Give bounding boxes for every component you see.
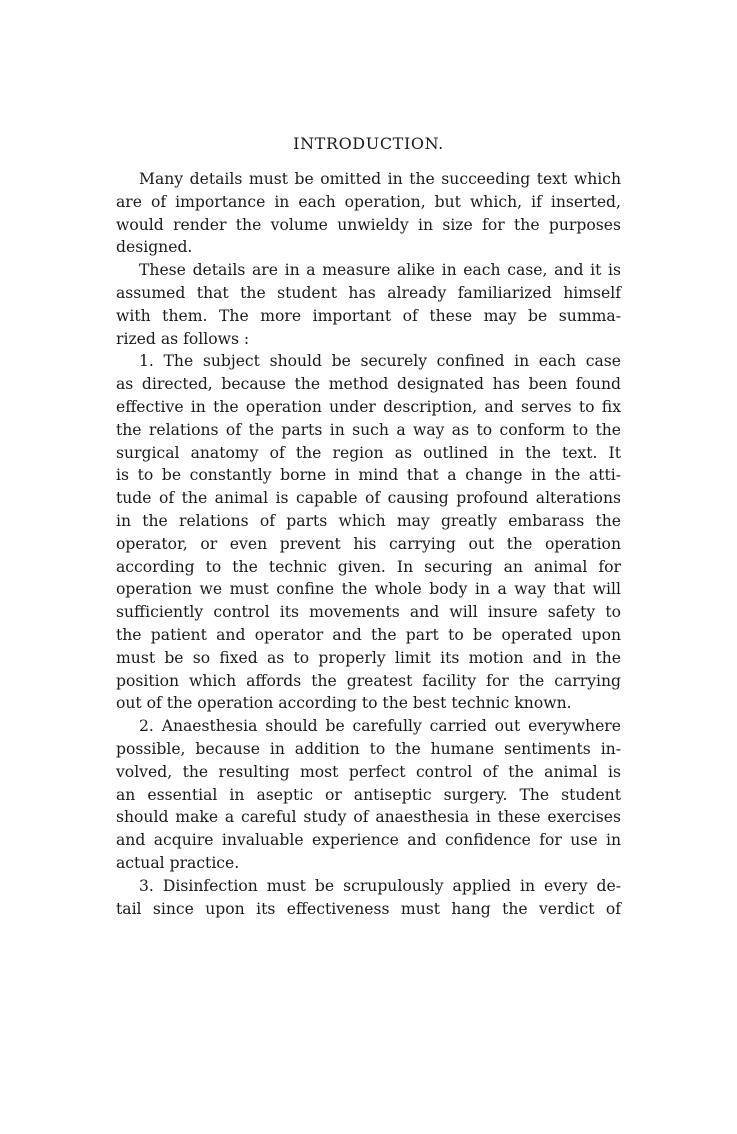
text-line: with them. The more important of these may be summa-	[116, 306, 621, 325]
page-title: INTRODUCTION.	[293, 134, 444, 153]
text-line: tude of the animal is capable of causing profound alterations	[116, 489, 621, 508]
text-line: an essential in aseptic or antiseptic surgery. The student	[116, 785, 621, 804]
text-line: These details are in a measure alike in each case, and it is	[139, 261, 621, 280]
text-line: the patient and operator and the part to be operated upon	[116, 625, 621, 644]
text-line: designed.	[116, 238, 193, 257]
text-line: 1. The subject should be securely confined in each case	[139, 352, 621, 371]
text-line: is to be constantly borne in mind that a change in the atti-	[116, 466, 621, 485]
text-line: and acquire invaluable experience and confidence for use in	[116, 831, 621, 850]
text-line: effective in the operation under description, and serves to fix	[116, 397, 621, 416]
text-line: must be so fixed as to properly limit its motion and in the	[116, 648, 621, 667]
body-text	[116, 168, 621, 920]
text-line: actual practice.	[116, 853, 240, 872]
text-line: assumed that the student has already familiarized himself	[116, 283, 621, 302]
text-line: the relations of the parts in such a way as to conform to the	[116, 420, 621, 439]
text-line: Many details must be omitted in the succeeding text which	[139, 170, 621, 188]
text-line: possible, because in addition to the humane sentiments in-	[116, 739, 621, 758]
text-line: would render the volume unwieldy in size for the purposes	[116, 215, 621, 234]
text-line: 2. Anaesthesia should be carefully carried out everywhere	[139, 717, 621, 736]
text-line: volved, the resulting most perfect control of the animal is	[116, 762, 621, 781]
text-line: position which affords the greatest facility for the carrying	[116, 671, 621, 690]
text-line: as directed, because the method designated has been found	[116, 375, 621, 394]
text-line: are of importance in each operation, but which, if inserted,	[116, 192, 621, 211]
text-line: according to the technic given. In securing an animal for	[116, 557, 621, 576]
text-line: sufficiently control its movements and will insure safety to	[116, 603, 621, 622]
text-line: surgical anatomy of the region as outlined in the text. It	[116, 443, 621, 462]
text-line: should make a careful study of anaesthesia in these exercises	[116, 808, 621, 827]
text-line: operator, or even prevent his carrying out the operation	[116, 534, 621, 553]
text-line: in the relations of parts which may greatly embarass the	[116, 511, 621, 530]
text-line: tail since upon its effectiveness must hang the verdict of	[116, 899, 621, 918]
text-line: out of the operation according to the best technic known.	[116, 694, 572, 713]
text-line: 3. Disinfection must be scrupulously applied in every de-	[139, 876, 621, 895]
text-line: rized as follows :	[116, 329, 250, 348]
text-line: operation we must confine the whole body in a way that will	[116, 580, 621, 599]
